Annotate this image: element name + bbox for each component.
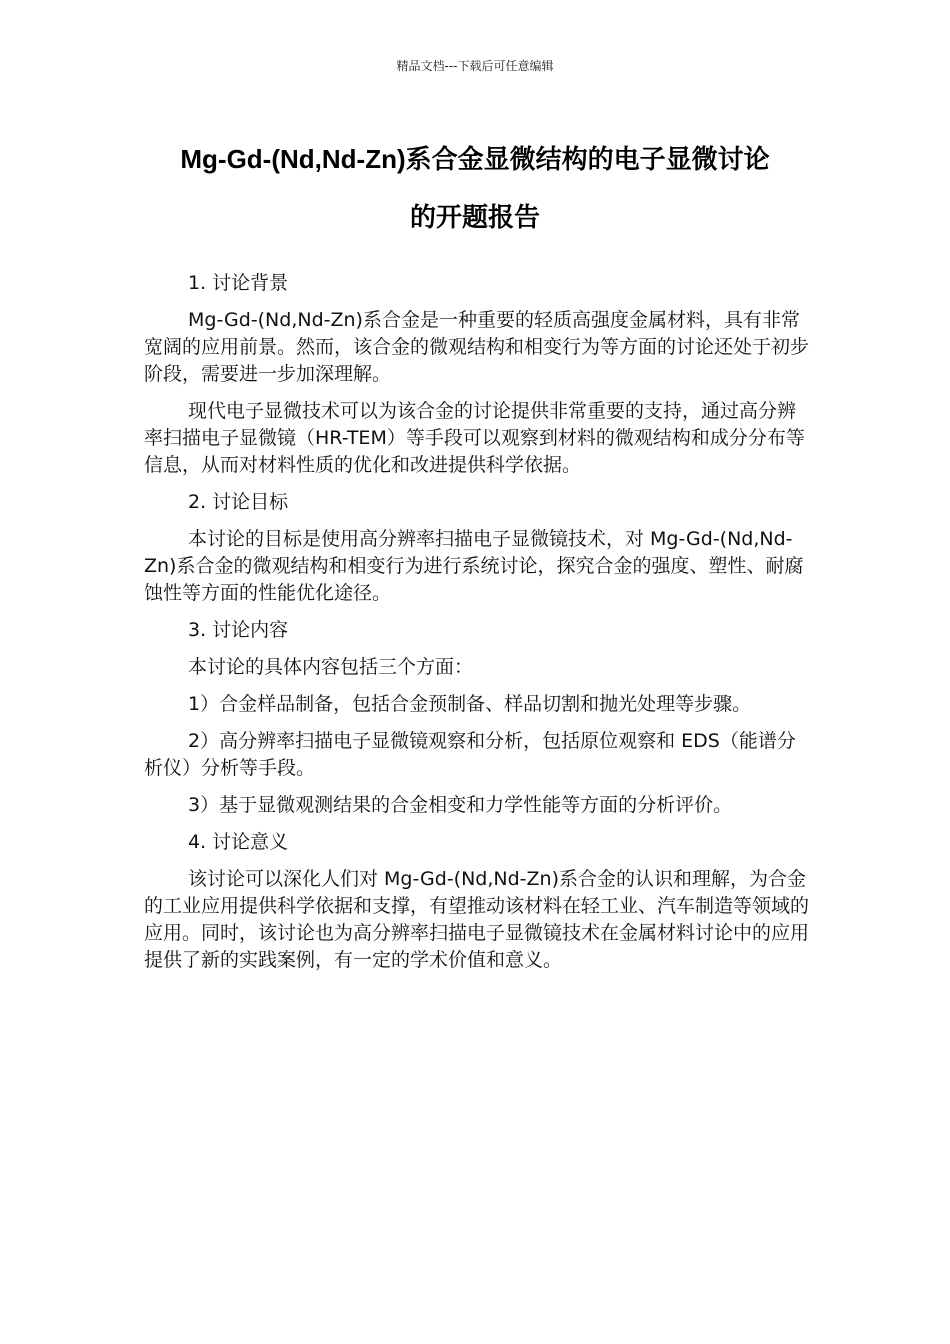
paragraph-content-intro: 本讨论的具体内容包括三个方面：	[188, 656, 474, 678]
list-item-content-1: 1）合金样品制备，包括合金预制备、样品切割和抛光处理等步骤。	[188, 693, 752, 715]
section-heading-content: 3. 讨论内容	[188, 619, 289, 641]
title-line-2: 的开题报告	[409, 202, 540, 232]
document-body	[144, 270, 810, 984]
section-heading-background: 1. 讨论背景	[188, 272, 289, 294]
paragraph-significance: 该讨论可以深化人们对 Mg-Gd-(Nd,Nd-Zn)系合金的认识和理解，为合金的工业应用提供科学依据和支撑，有望推动该材料在轻工业、汽车制造等领域的应用。同时，该讨论也为高分辨率扫描电子显微镜技术在金属材料讨论中的应用提供了新的实践案例，有一定的学术价值和意义。	[144, 868, 810, 971]
paragraph-goals: 本讨论的目标是使用高分辨率扫描电子显微镜技术，对 Mg-Gd-(Nd,Nd-Zn)系合金的微观结构和相变行为进行系统讨论，探究合金的强度、塑性、耐腐蚀性等方面的性能优化途径。	[144, 528, 804, 604]
document-title	[120, 130, 830, 246]
paragraph-background-2: 现代电子显微技术可以为该合金的讨论提供非常重要的支持，通过高分辨率扫描电子显微镜（HR-TEM）等手段可以观察到材料的微观结构和成分分布等信息，从而对材料性质的优化和改进提供科学依据。	[144, 400, 805, 476]
title-line-1: Mg-Gd-(Nd,Nd-Zn)系合金显微结构的电子显微讨论	[180, 144, 770, 174]
paragraph-background-1: Mg-Gd-(Nd,Nd-Zn)系合金是一种重要的轻质高强度金属材料，具有非常宽阔的应用前景。然而，该合金的微观结构和相变行为等方面的讨论还处于初步阶段，需要进一步加深理解。	[144, 309, 810, 385]
section-heading-significance: 4. 讨论意义	[188, 831, 289, 853]
list-item-content-2: 2）高分辨率扫描电子显微镜观察和分析，包括原位观察和 EDS（能谱分析仪）分析等手段。	[144, 730, 796, 779]
list-item-content-3: 3）基于显微观测结果的合金相变和力学性能等方面的分析评价。	[188, 794, 733, 816]
page-header: 精品文档---下载后可任意编辑	[396, 59, 554, 73]
section-heading-goals: 2. 讨论目标	[188, 491, 289, 513]
